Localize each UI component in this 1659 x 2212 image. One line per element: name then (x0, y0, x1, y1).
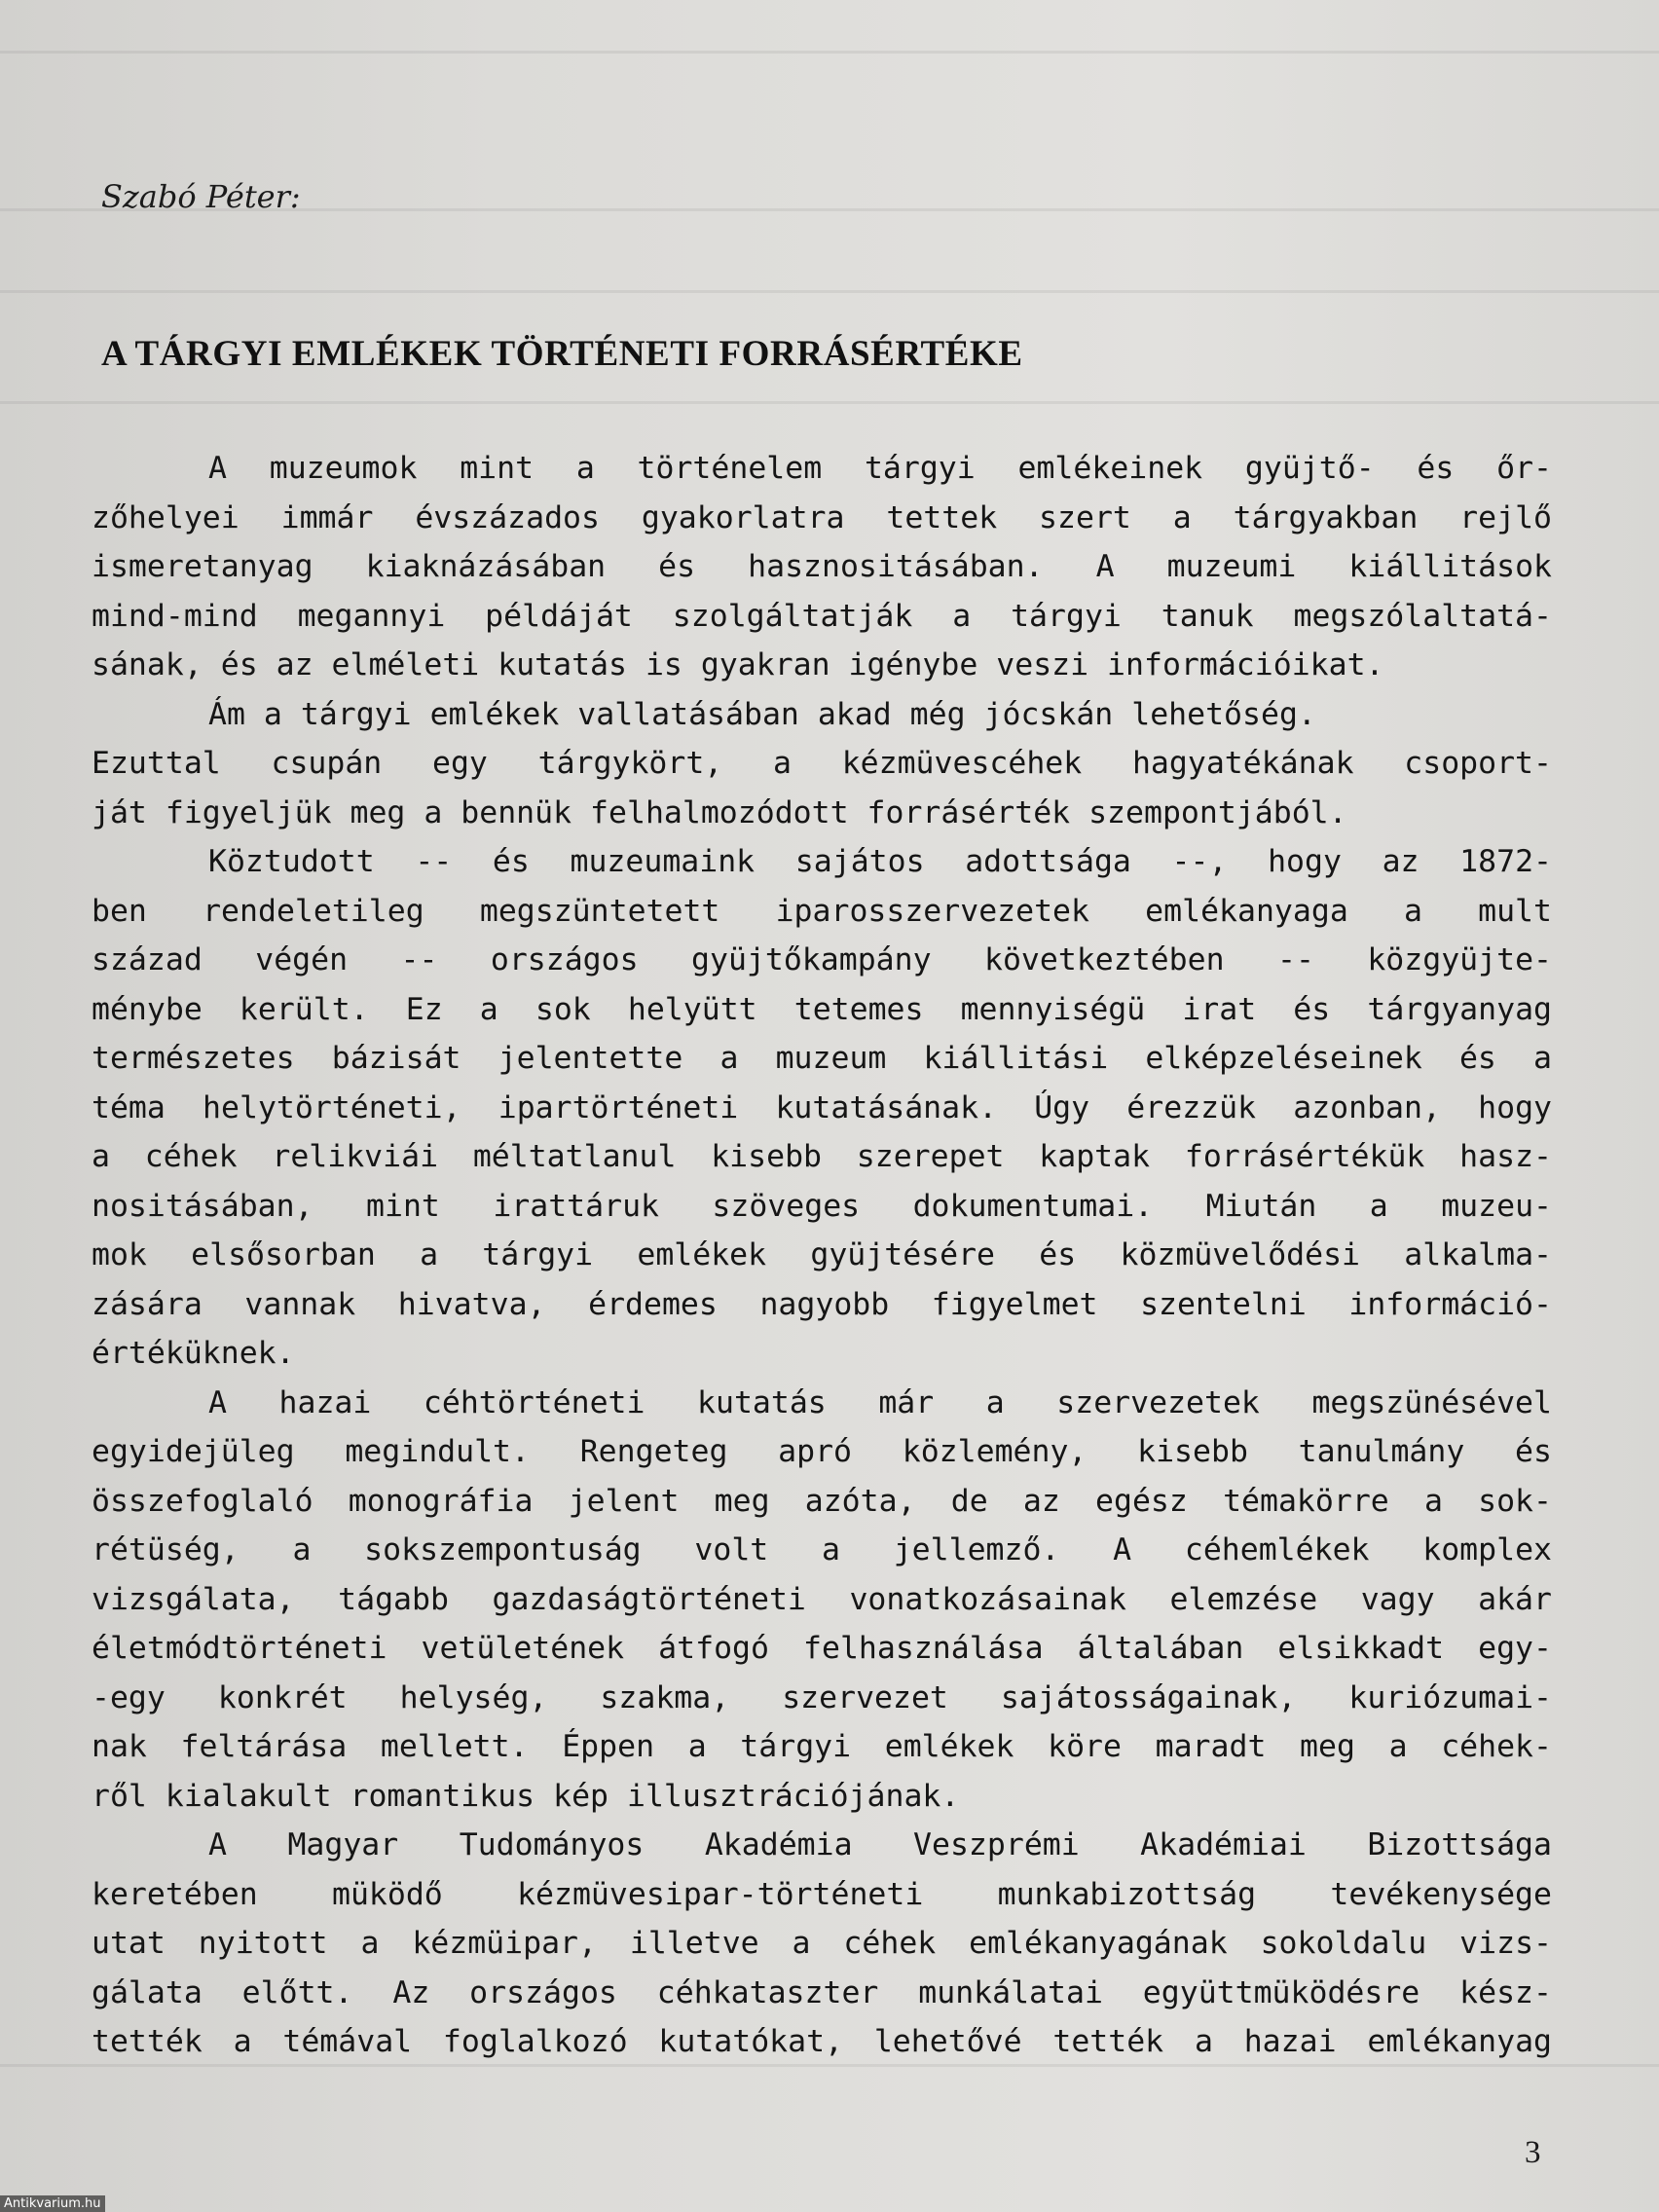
text-line: A muzeumok mint a történelem tárgyi emlékeinek gyüjtő- és őr- (208, 451, 1552, 486)
text-line: keretében müködő kézmüvesipar-történeti munkabizottság tevékenysége (92, 1876, 1552, 1912)
text-line: zőhelyei immár évszázados gyakorlatra tettek szert a tárgyakban rejlő (92, 499, 1552, 535)
text-line: Köztudott -- és muzeumaink sajátos adottsága --, hogy az 1872- (208, 844, 1552, 879)
article-body (92, 444, 1552, 2067)
author-name: Szabó Péter: (101, 178, 301, 215)
bleed-through-line (0, 401, 1659, 404)
text-line: egyidejüleg megindult. Rengeteg apró közlemény, kisebb tanulmány és (92, 1434, 1552, 1469)
text-line: -egy konkrét helység, szakma, szervezet sajátosságainak, kuriózumai- (92, 1679, 1552, 1715)
text-line: rétüség, a sokszempontuság volt a jellemző. A céhemlékek komplex (92, 1532, 1552, 1567)
page-number: 3 (1525, 2135, 1541, 2170)
text-line: értéküknek. (92, 1336, 295, 1371)
bleed-through-line (0, 51, 1659, 54)
text-line: összefoglaló monográfia jelent meg azóta, de az egész témakörre a sok- (92, 1483, 1552, 1519)
text-line: zására vannak hivatva, érdemes nagyobb figyelmet szentelni információ- (92, 1286, 1552, 1322)
article-title: A TÁRGYI EMLÉKEK TÖRTÉNETI FORRÁSÉRTÉKE (101, 334, 1023, 374)
text-line: nositásában, mint irattáruk szöveges dokumentumai. Miután a muzeu- (92, 1188, 1552, 1224)
text-line: életmódtörténeti vetületének átfogó felhasználása általában elsikkadt egy- (92, 1631, 1552, 1666)
text-line: Ezuttal csupán egy tárgykört, a kézmüvescéhek hagyatékának csoport- (92, 746, 1552, 781)
text-line: utat nyitott a kézmüipar, illetve a céhek emlékanyagának sokoldalu vizs- (92, 1926, 1552, 1961)
text-line: nak feltárása mellett. Éppen a tárgyi emlékek köre maradt meg a céhek- (92, 1729, 1552, 1764)
text-line: mind-mind megannyi példáját szolgáltatják a tárgyi tanuk megszólaltatá- (92, 598, 1552, 634)
text-line: ben rendeletileg megszüntetett iparosszervezetek emlékanyaga a mult (92, 893, 1552, 929)
text-line: ismeretanyag kiaknázásában és hasznositásában. A muzeumi kiállitások (92, 549, 1552, 584)
text-line: ménybe került. Ez a sok helyütt tetemes mennyiségü irat és tárgyanyag (92, 991, 1552, 1027)
text-line: ját figyeljük meg a bennük felhalmozódott forrásérték szempontjából. (92, 794, 1347, 830)
text-line: gálata előtt. Az országos céhkataszter munkálatai együttmüködésre kész- (92, 1974, 1552, 2010)
text-line: természetes bázisát jelentette a muzeum kiállitási elképzeléseinek és a (92, 1041, 1552, 1076)
text-line: század végén -- országos gyüjtőkampány következtében -- közgyüjte- (92, 942, 1552, 977)
text-line: mok elsősorban a tárgyi emlékek gyüjtésére és közmüvelődési alkalma- (92, 1237, 1552, 1272)
text-line: A hazai céhtörténeti kutatás már a szervezetek megszünésével (208, 1384, 1552, 1420)
text-line: tették a témával foglalkozó kutatókat, lehetővé tették a hazai emlékanyag (92, 2024, 1552, 2059)
bleed-through-line (0, 290, 1659, 293)
text-line: a céhek relikviái méltatlanul kisebb szerepet kaptak forrásértékük hasz- (92, 1139, 1552, 1174)
text-line: sának, és az elméleti kutatás is gyakran igénybe veszi információikat. (92, 647, 1384, 682)
text-line: Ám a tárgyi emlékek vallatásában akad még jócskán lehetőség. (208, 696, 1316, 732)
text-line: téma helytörténeti, ipartörténeti kutatásának. Úgy érezzük azonban, hogy (92, 1089, 1552, 1125)
text-line: A Magyar Tudományos Akadémia Veszprémi Akadémiai Bizottsága (208, 1827, 1552, 1862)
text-line: vizsgálata, tágabb gazdaságtörténeti vonatkozásainak elemzése vagy akár (92, 1581, 1552, 1617)
text-line: ről kialakult romantikus kép illusztrációjának. (92, 1778, 960, 1814)
watermark: Antikvarium.hu (0, 2195, 105, 2212)
